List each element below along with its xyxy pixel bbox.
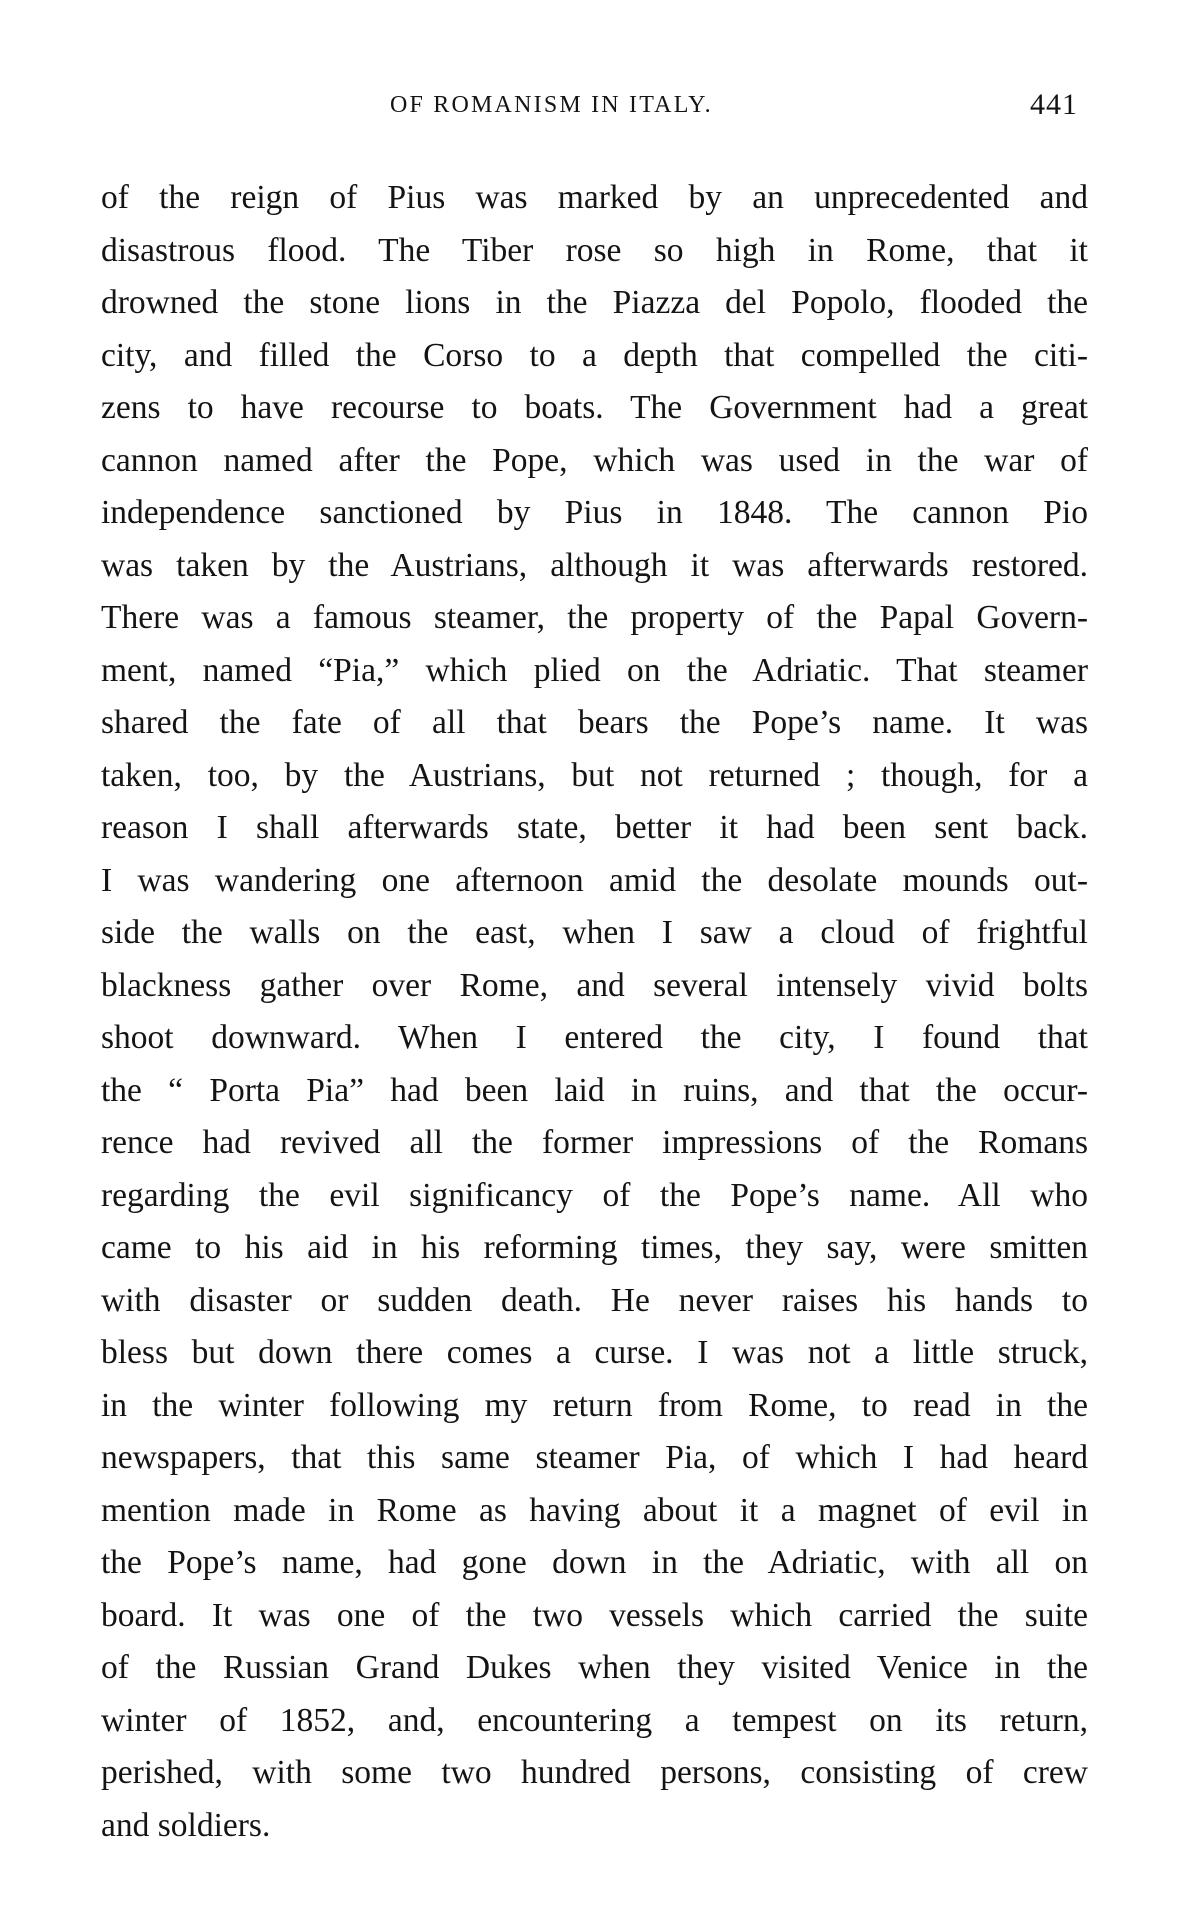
text-line: was taken by the Austrians, although it was afterwards restored. (101, 546, 1088, 584)
page-number: 441 (1030, 88, 1078, 121)
text-line: zens to have recourse to boats. The Government had a great (101, 389, 1088, 426)
text-line: independence sanctioned by Pius in 1848. The cannon Pio (101, 494, 1088, 531)
text-line: side the walls on the east, when I saw a cloud of frightful (101, 914, 1088, 951)
text-line: blackness gather over Rome, and several intensely vivid bolts (101, 966, 1088, 1004)
text-line: rence had revived all the former impressions of the Romans (101, 1124, 1088, 1161)
text-line: shared the fate of all that bears the Pope’s name. It was (101, 704, 1088, 741)
text-line: of the Russian Grand Dukes when they visited Venice in the (101, 1649, 1088, 1686)
text-line: with disaster or sudden death. He never raises his hands to (101, 1281, 1088, 1319)
text-line: disastrous flood. The Tiber rose so high in Rome, that it (101, 231, 1088, 269)
text-line: of the reign of Pius was marked by an unprecedented and (101, 179, 1088, 216)
text-line: regarding the evil significancy of the Pope’s name. All who (101, 1176, 1088, 1214)
text-line: the “ Porta Pia” had been laid in ruins, and that the occur- (101, 1071, 1088, 1109)
text-line: taken, too, by the Austrians, but not returned ; though, for a (101, 756, 1088, 794)
text-line: ment, named “Pia,” which plied on the Adriatic. That steamer (101, 651, 1088, 689)
text-line: came to his aid in his reforming times, they say, were smitten (101, 1229, 1088, 1266)
text-line: reason I shall afterwards state, better it had been sent back. (101, 809, 1088, 846)
text-line: drowned the stone lions in the Piazza del Popolo, flooded the (101, 284, 1088, 321)
text-line: bless but down there comes a curse. I was not a little struck, (101, 1334, 1088, 1371)
text-line: newspapers, that this same steamer Pia, of which I had heard (101, 1439, 1088, 1476)
text-line: There was a famous steamer, the property of the Papal Govern- (101, 599, 1088, 636)
text-line: I was wandering one afternoon amid the desolate mounds out- (101, 861, 1088, 899)
text-line: board. It was one of the two vessels which carried the suite (101, 1596, 1088, 1634)
text-line: winter of 1852, and, encountering a tempest on its return, (101, 1701, 1088, 1739)
text-line: in the winter following my return from Rome, to read in the (101, 1386, 1088, 1424)
text-line: shoot downward. When I entered the city, I found that (101, 1019, 1088, 1056)
text-line: perished, with some two hundred persons, consisting of crew (101, 1754, 1088, 1791)
running-head: OF ROMANISM IN ITALY. (390, 92, 713, 118)
text-line: cannon named after the Pope, which was used in the war of (101, 441, 1088, 479)
text-line: the Pope’s name, had gone down in the Adriatic, with all on (101, 1544, 1088, 1581)
text-line: mention made in Rome as having about it a magnet of evil in (101, 1491, 1088, 1529)
body-text (101, 172, 1088, 1852)
text-line: and soldiers. (101, 1806, 271, 1844)
text-line: city, and filled the Corso to a depth that compelled the citi- (101, 336, 1088, 374)
